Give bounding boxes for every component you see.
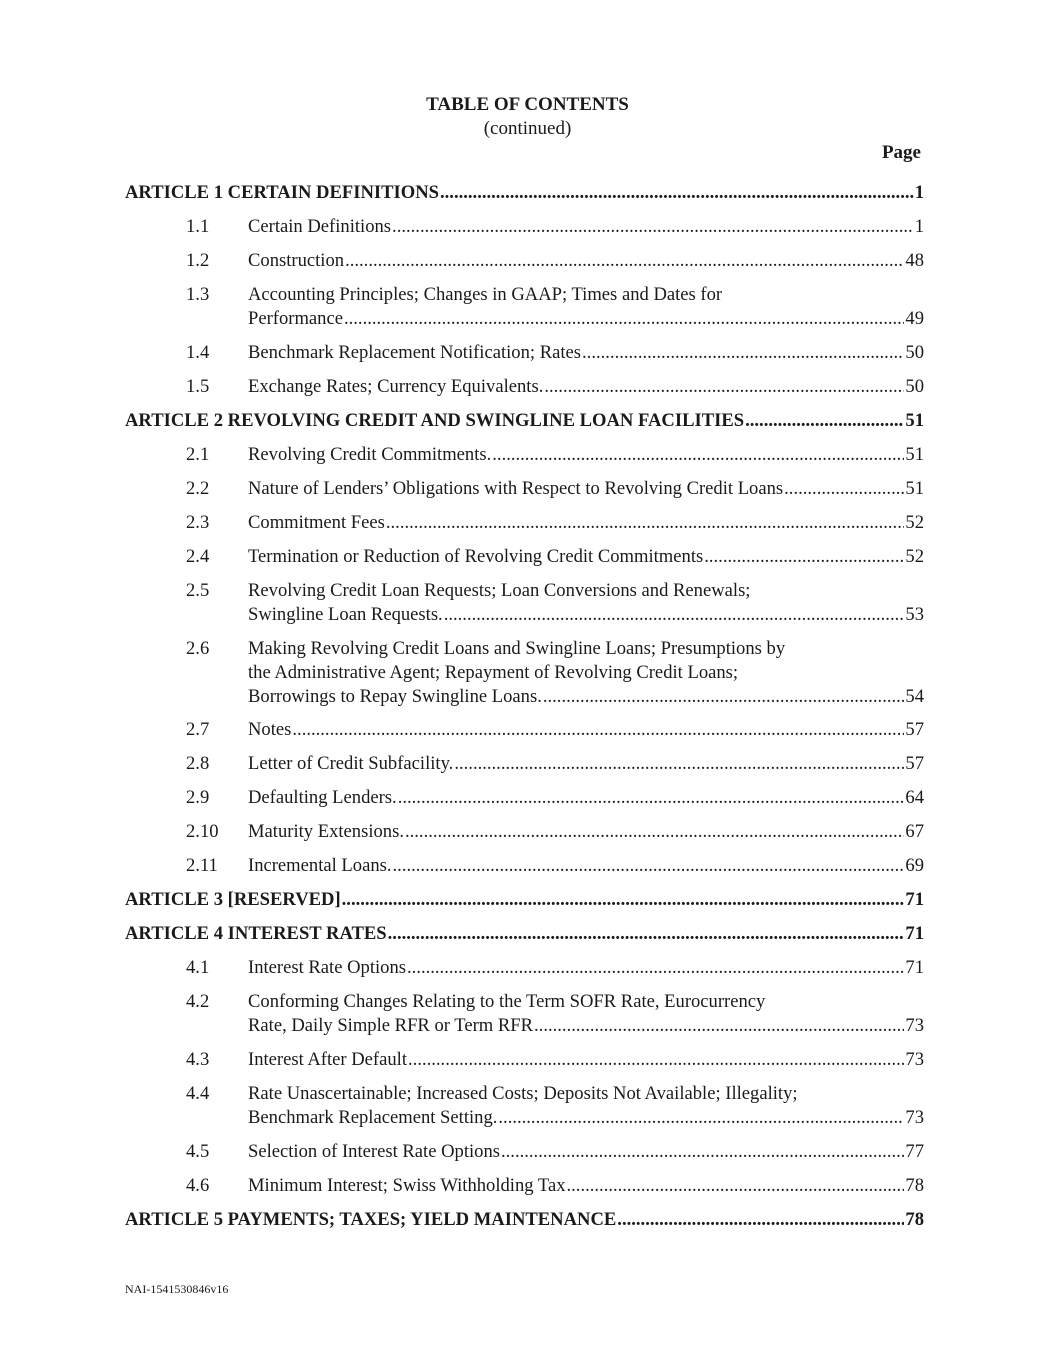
entry-body (248, 1082, 924, 1130)
entry-title-line: Interest After Default (248, 1049, 408, 1070)
dot-leader (704, 545, 904, 569)
entry-title-line: Termination or Reduction of Revolving Credit Commitments (248, 546, 704, 567)
toc-article-entry (125, 409, 924, 443)
dot-leader (407, 956, 904, 980)
dot-leader (393, 854, 905, 878)
page-number: 73 (905, 1107, 924, 1128)
entry-body (125, 1208, 924, 1232)
entry-last-line (248, 1140, 924, 1164)
entry-body (248, 1048, 924, 1072)
entry-last-line (248, 307, 924, 331)
dot-leader (444, 603, 905, 627)
section-number: 2.4 (186, 546, 210, 567)
entry-body (248, 341, 924, 365)
toc-article-entry (125, 922, 924, 956)
entry-body (248, 375, 924, 399)
entry-body (248, 718, 924, 742)
dot-leader (388, 922, 905, 946)
entry-last-line (125, 181, 924, 205)
section-number: 2.5 (186, 580, 210, 601)
entry-last-line (248, 854, 924, 878)
entry-body (248, 637, 924, 709)
section-number: 1.2 (186, 250, 210, 271)
entry-body (125, 409, 924, 433)
dot-leader (342, 888, 905, 912)
section-number: 2.3 (186, 512, 210, 533)
section-number: 4.6 (186, 1175, 210, 1196)
page-number: 77 (905, 1141, 924, 1162)
page-number: 78 (905, 1209, 924, 1230)
entry-last-line (248, 375, 924, 399)
dot-leader (292, 718, 904, 742)
page-number: 49 (905, 308, 924, 329)
entry-body (248, 579, 924, 627)
entry-last-line (248, 718, 924, 742)
entry-title-line: Defaulting Lenders. (248, 787, 397, 808)
page-number: 1 (914, 216, 924, 237)
entry-body (248, 477, 924, 501)
entry-title-line: Incremental Loans. (248, 855, 392, 876)
page-number: 71 (905, 957, 924, 978)
toc-section-entry (125, 820, 924, 854)
dot-leader (454, 752, 904, 776)
dot-leader (398, 786, 905, 810)
dot-leader (567, 1174, 905, 1198)
entry-title-line: Swingline Loan Requests. (248, 604, 443, 625)
toc-article-entry (125, 888, 924, 922)
toc-section-entry (125, 752, 924, 786)
entry-body (248, 1174, 924, 1198)
toc-article-entry (125, 1208, 924, 1242)
section-number: 4.5 (186, 1141, 210, 1162)
entry-title-line: Rate, Daily Simple RFR or Term RFR (248, 1015, 534, 1036)
entry-title-line: Certain Definitions (248, 216, 392, 237)
entry-body (248, 956, 924, 980)
entry-body (125, 922, 924, 946)
page-number: 57 (905, 719, 924, 740)
toc-title: TABLE OF CONTENTS (426, 94, 629, 115)
page-number: 53 (905, 604, 924, 625)
toc-section-entry (125, 249, 924, 283)
toc-section-entry (125, 1140, 924, 1174)
entry-last-line (125, 409, 924, 433)
entry-body (248, 283, 924, 331)
entry-title-line: ARTICLE 1 CERTAIN DEFINITIONS (125, 182, 439, 203)
section-number: 1.1 (186, 216, 210, 237)
section-number: 1.3 (186, 284, 210, 305)
dot-leader (392, 215, 914, 239)
section-number: 4.4 (186, 1083, 210, 1104)
toc-section-entry (125, 215, 924, 249)
document-id: NAI-1541530846v16 (125, 1282, 229, 1296)
entry-last-line (248, 443, 924, 467)
entry-title-line: Exchange Rates; Currency Equivalents. (248, 376, 544, 397)
page-number: 57 (905, 753, 924, 774)
dot-leader (544, 375, 904, 399)
dot-leader (543, 685, 905, 709)
entry-title-line: Making Revolving Credit Loans and Swingline Loans; Presumptions by (248, 638, 786, 659)
section-number: 1.5 (186, 376, 210, 397)
entry-title-line: Minimum Interest; Swiss Withholding Tax (248, 1175, 566, 1196)
dot-leader (492, 443, 904, 467)
entry-last-line (125, 888, 924, 912)
dot-leader (501, 1140, 904, 1164)
entry-last-line (248, 956, 924, 980)
dot-leader (386, 511, 905, 535)
dot-leader (617, 1208, 904, 1232)
page-number: 54 (905, 686, 924, 707)
table-of-contents (125, 181, 924, 1242)
entry-title-line: ARTICLE 4 INTEREST RATES (125, 923, 387, 944)
section-number: 2.11 (186, 855, 218, 876)
dot-leader (534, 1014, 904, 1038)
dot-leader (582, 341, 904, 365)
page-number: 50 (905, 342, 924, 363)
entry-title-line: Interest Rate Options (248, 957, 407, 978)
page-number: 67 (905, 821, 924, 842)
dot-leader (405, 820, 904, 844)
page-number: 48 (905, 250, 924, 271)
section-number: 2.8 (186, 753, 210, 774)
toc-section-entry (125, 545, 924, 579)
entry-title-line: Rate Unascertainable; Increased Costs; Deposits Not Available; Illegality; (248, 1083, 798, 1104)
entry-body (248, 545, 924, 569)
entry-last-line (248, 477, 924, 501)
section-number: 1.4 (186, 342, 210, 363)
dot-leader (345, 249, 904, 273)
entry-last-line (248, 341, 924, 365)
entry-last-line (125, 922, 924, 946)
toc-subtitle: (continued) (483, 118, 572, 139)
entry-title-line: Letter of Credit Subfacility. (248, 753, 454, 774)
entry-title-line: ARTICLE 3 [RESERVED] (125, 889, 341, 910)
section-number: 2.6 (186, 638, 210, 659)
entry-last-line (248, 545, 924, 569)
page-number: 73 (905, 1049, 924, 1070)
section-number: 2.2 (186, 478, 210, 499)
entry-title-line: Notes (248, 719, 292, 740)
section-number: 2.10 (186, 821, 219, 842)
entry-title-line: Benchmark Replacement Setting. (248, 1107, 498, 1128)
page-number: 50 (905, 376, 924, 397)
page-number: 51 (905, 444, 924, 465)
dot-leader (784, 477, 904, 501)
entry-last-line (248, 1014, 924, 1038)
dot-leader (440, 181, 914, 205)
toc-section-entry (125, 718, 924, 752)
entry-body (248, 443, 924, 467)
entry-body (248, 854, 924, 878)
toc-section-entry (125, 341, 924, 375)
dot-leader (344, 307, 904, 331)
entry-title-line: Selection of Interest Rate Options (248, 1141, 500, 1162)
page-column-label: Page (881, 142, 921, 163)
page-number: 73 (905, 1015, 924, 1036)
toc-section-entry (125, 956, 924, 990)
section-number: 4.3 (186, 1049, 210, 1070)
entry-last-line (125, 1208, 924, 1232)
entry-body (125, 181, 924, 205)
page-number: 78 (905, 1175, 924, 1196)
entry-title-line: Performance (248, 308, 343, 329)
section-number: 4.1 (186, 957, 210, 978)
toc-article-entry (125, 181, 924, 215)
page-number: 51 (905, 410, 924, 431)
entry-body (248, 249, 924, 273)
entry-body (248, 511, 924, 535)
section-number: 2.7 (186, 719, 210, 740)
entry-last-line (248, 511, 924, 535)
toc-section-entry (125, 990, 924, 1048)
section-number: 2.9 (186, 787, 210, 808)
entry-title-line: Construction (248, 250, 345, 271)
entry-body (125, 888, 924, 912)
entry-body (248, 215, 924, 239)
page-number: 51 (905, 478, 924, 499)
page-number: 64 (905, 787, 924, 808)
entry-body (248, 752, 924, 776)
entry-title-line: Benchmark Replacement Notification; Rates (248, 342, 582, 363)
entry-body (248, 820, 924, 844)
entry-last-line (248, 752, 924, 776)
dot-leader (745, 409, 904, 433)
entry-last-line (248, 820, 924, 844)
toc-section-entry (125, 637, 924, 718)
toc-section-entry (125, 579, 924, 637)
page-number: 1 (914, 182, 924, 203)
toc-section-entry (125, 786, 924, 820)
page-number: 71 (905, 889, 924, 910)
page-number: 52 (905, 512, 924, 533)
entry-last-line (248, 786, 924, 810)
toc-section-entry (125, 477, 924, 511)
toc-section-entry (125, 283, 924, 341)
toc-section-entry (125, 1048, 924, 1082)
entry-title-line: Revolving Credit Commitments. (248, 444, 492, 465)
entry-title-line: Maturity Extensions. (248, 821, 404, 842)
entry-title-line: ARTICLE 2 REVOLVING CREDIT AND SWINGLINE LOAN FACILITIES (125, 410, 745, 431)
entry-title-line: the Administrative Agent; Repayment of Revolving Credit Loans; (248, 662, 739, 683)
entry-last-line (248, 603, 924, 627)
entry-last-line (248, 1174, 924, 1198)
entry-last-line (248, 685, 924, 709)
entry-last-line (248, 1106, 924, 1130)
entry-title-line: ARTICLE 5 PAYMENTS; TAXES; YIELD MAINTENANCE (125, 1209, 617, 1230)
entry-title-line: Nature of Lenders’ Obligations with Respect to Revolving Credit Loans (248, 478, 784, 499)
entry-title-line: Revolving Credit Loan Requests; Loan Conversions and Renewals; (248, 580, 751, 601)
toc-section-entry (125, 1174, 924, 1208)
page-number: 69 (905, 855, 924, 876)
toc-section-entry (125, 511, 924, 545)
toc-section-entry (125, 375, 924, 409)
dot-leader (498, 1106, 904, 1130)
toc-section-entry (125, 1082, 924, 1140)
entry-last-line (248, 215, 924, 239)
section-number: 4.2 (186, 991, 210, 1012)
entry-title-line: Commitment Fees (248, 512, 385, 533)
toc-section-entry (125, 854, 924, 888)
dot-leader (408, 1048, 904, 1072)
entry-title-line: Accounting Principles; Changes in GAAP; Times and Dates for (248, 284, 723, 305)
toc-section-entry (125, 443, 924, 477)
entry-body (248, 1140, 924, 1164)
entry-last-line (248, 249, 924, 273)
entry-title-line: Conforming Changes Relating to the Term SOFR Rate, Eurocurrency (248, 991, 766, 1012)
page-number: 52 (905, 546, 924, 567)
entry-title-line: Borrowings to Repay Swingline Loans. (248, 686, 542, 707)
section-number: 2.1 (186, 444, 210, 465)
entry-body (248, 786, 924, 810)
entry-body (248, 990, 924, 1038)
page-number: 71 (905, 923, 924, 944)
entry-last-line (248, 1048, 924, 1072)
